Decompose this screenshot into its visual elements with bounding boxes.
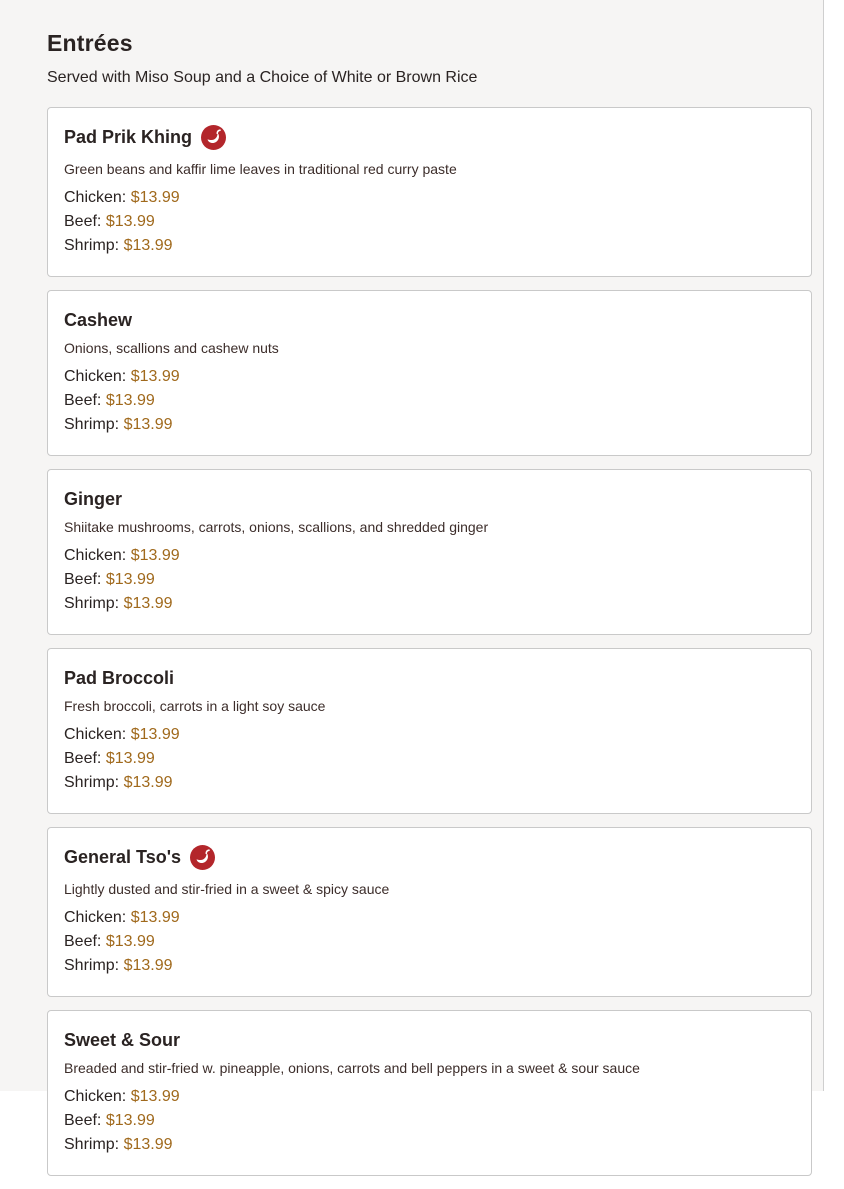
menu-item-header [64, 1027, 795, 1053]
menu-item-card-cashew[interactable] [47, 290, 812, 456]
price-line-beef [64, 568, 795, 592]
price-value: $13.99 [130, 909, 180, 926]
menu-item-header [64, 307, 795, 333]
price-label: Shrimp: [64, 957, 120, 974]
price-value: $13.99 [123, 774, 173, 791]
menu-item-name: Pad Broccoli [64, 667, 175, 688]
price-line-shrimp [64, 234, 795, 258]
price-value: $13.99 [130, 189, 180, 206]
price-line-chicken [64, 544, 795, 568]
price-value: $13.99 [130, 1088, 180, 1105]
price-list [64, 365, 795, 437]
menu-item-card-pad-broccoli[interactable] [47, 648, 812, 814]
price-line-shrimp [64, 413, 795, 437]
price-label: Chicken: [64, 1088, 127, 1105]
menu-item-description: Fresh broccoli, carrots in a light soy sauce [64, 698, 326, 714]
chili-pepper-icon [190, 845, 215, 870]
menu-item-description: Lightly dusted and stir-fried in a sweet & spicy sauce [64, 881, 390, 897]
price-line-beef [64, 1109, 795, 1133]
price-label: Chicken: [64, 189, 127, 206]
menu-item-header [64, 844, 795, 870]
price-line-beef [64, 210, 795, 234]
price-label: Chicken: [64, 909, 127, 926]
menu-item-header [64, 124, 795, 150]
menu-item-description: Breaded and stir-fried w. pineapple, onions, carrots and bell peppers in a sweet & sour sauce [64, 1060, 640, 1076]
section-subtitle: Served with Miso Soup and a Choice of White or Brown Rice [47, 69, 478, 86]
price-value: $13.99 [123, 1136, 173, 1153]
price-label: Beef: [64, 1112, 102, 1129]
price-line-shrimp [64, 954, 795, 978]
price-value: $13.99 [130, 726, 180, 743]
price-label: Shrimp: [64, 595, 120, 612]
price-line-chicken [64, 906, 795, 930]
price-line-beef [64, 930, 795, 954]
price-line-shrimp [64, 771, 795, 795]
price-label: Shrimp: [64, 237, 120, 254]
menu-item-description: Shiitake mushrooms, carrots, onions, scallions, and shredded ginger [64, 519, 489, 535]
menu-item-card-pad-prik-khing[interactable] [47, 107, 812, 277]
price-label: Shrimp: [64, 1136, 120, 1153]
price-line-shrimp [64, 592, 795, 616]
price-value: $13.99 [105, 1112, 155, 1129]
price-value: $13.99 [105, 933, 155, 950]
menu-item-header [64, 665, 795, 691]
price-label: Beef: [64, 750, 102, 767]
price-value: $13.99 [123, 237, 173, 254]
menu-item-card-ginger[interactable] [47, 469, 812, 635]
price-label: Beef: [64, 213, 102, 230]
price-list [64, 906, 795, 978]
menu-item-name: Sweet & Sour [64, 1029, 181, 1050]
price-label: Shrimp: [64, 774, 120, 791]
menu-item-description: Green beans and kaffir lime leaves in traditional red curry paste [64, 161, 457, 177]
price-value: $13.99 [105, 392, 155, 409]
price-value: $13.99 [105, 750, 155, 767]
price-value: $13.99 [105, 213, 155, 230]
price-label: Beef: [64, 571, 102, 588]
section-title: Entrées [47, 30, 133, 56]
price-value: $13.99 [123, 595, 173, 612]
price-line-beef [64, 389, 795, 413]
price-line-chicken [64, 186, 795, 210]
price-value: $13.99 [130, 368, 180, 385]
menu-item-description: Onions, scallions and cashew nuts [64, 340, 279, 356]
price-value: $13.99 [123, 957, 173, 974]
price-label: Beef: [64, 933, 102, 950]
price-value: $13.99 [123, 416, 173, 433]
price-label: Shrimp: [64, 416, 120, 433]
menu-item-name: General Tso's [64, 846, 181, 867]
menu-item-list [47, 107, 812, 1189]
price-line-chicken [64, 723, 795, 747]
menu-item-name: Pad Prik Khing [64, 126, 193, 147]
price-list [64, 186, 795, 258]
price-label: Chicken: [64, 368, 127, 385]
menu-item-card-general-tsos[interactable] [47, 827, 812, 997]
price-line-chicken [64, 365, 795, 389]
price-list [64, 544, 795, 616]
price-value: $13.99 [130, 547, 180, 564]
menu-item-name: Cashew [64, 309, 133, 330]
chili-pepper-icon [201, 125, 226, 150]
price-line-beef [64, 747, 795, 771]
menu-item-header [64, 486, 795, 512]
price-label: Chicken: [64, 726, 127, 743]
price-list [64, 723, 795, 795]
price-line-shrimp [64, 1133, 795, 1157]
price-label: Chicken: [64, 547, 127, 564]
price-list [64, 1085, 795, 1157]
price-line-chicken [64, 1085, 795, 1109]
menu-item-name: Ginger [64, 488, 123, 509]
menu-item-card-sweet-and-sour[interactable] [47, 1010, 812, 1176]
price-label: Beef: [64, 392, 102, 409]
price-value: $13.99 [105, 571, 155, 588]
